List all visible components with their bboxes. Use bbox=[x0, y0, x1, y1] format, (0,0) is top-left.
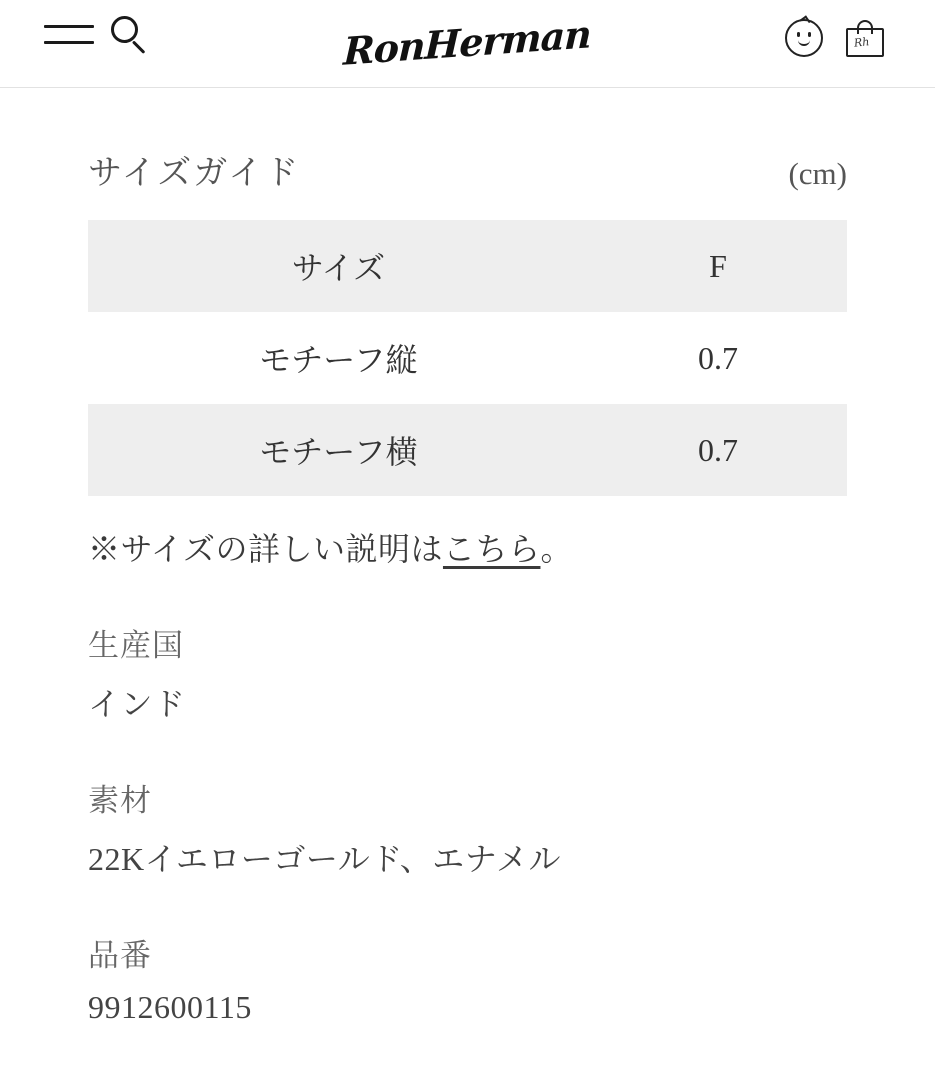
info-block-material bbox=[88, 775, 847, 880]
search-icon[interactable] bbox=[108, 14, 148, 54]
table-row bbox=[88, 312, 847, 404]
info-value: インド bbox=[88, 686, 186, 722]
account-icon-mouth bbox=[798, 40, 810, 46]
table-header-cell: F bbox=[709, 247, 727, 284]
size-detail-link[interactable]: こちら bbox=[442, 531, 541, 567]
site-logo-text: RonHerman bbox=[342, 10, 593, 74]
table-cell-value: 0.7 bbox=[697, 339, 738, 376]
header-left-controls bbox=[44, 14, 148, 54]
product-info-content bbox=[0, 145, 935, 1026]
size-guide-unit: (cm) bbox=[788, 156, 847, 191]
size-guide-note bbox=[88, 524, 847, 570]
site-header bbox=[0, 0, 935, 88]
info-value: 22Kイエローゴールド、エナメル bbox=[88, 841, 562, 877]
account-icon-eye bbox=[797, 32, 800, 37]
account-icon-tuft bbox=[799, 15, 810, 26]
search-icon-handle bbox=[132, 40, 145, 53]
info-label: 品番 bbox=[88, 938, 152, 973]
info-label: 生産国 bbox=[88, 628, 184, 663]
hamburger-bar bbox=[44, 25, 94, 28]
info-value: 9912600115 bbox=[88, 989, 252, 1025]
bag-icon-mark: Rh bbox=[853, 35, 871, 50]
table-header-row bbox=[88, 220, 847, 312]
hamburger-menu-icon[interactable] bbox=[44, 16, 94, 52]
shopping-bag-icon[interactable] bbox=[845, 18, 885, 58]
info-block-country bbox=[88, 620, 847, 725]
size-guide-table bbox=[88, 220, 847, 496]
size-guide-title: サイズガイド bbox=[88, 155, 301, 192]
size-note-prefix: ※サイズの詳しい説明は bbox=[88, 531, 443, 567]
site-logo[interactable] bbox=[342, 10, 593, 74]
table-cell-value: 0.7 bbox=[697, 431, 738, 468]
account-icon-eye bbox=[808, 32, 811, 37]
header-right-controls bbox=[785, 18, 885, 58]
size-note-suffix: 。 bbox=[540, 531, 573, 567]
table-header-cell: サイズ bbox=[291, 250, 386, 286]
size-guide-header bbox=[88, 145, 847, 194]
account-icon[interactable] bbox=[785, 19, 823, 57]
table-cell-label: モチーフ縦 bbox=[259, 342, 418, 378]
table-cell-label: モチーフ横 bbox=[259, 434, 418, 470]
table-row bbox=[88, 404, 847, 496]
info-block-item-number bbox=[88, 930, 847, 1026]
info-label: 素材 bbox=[88, 783, 152, 818]
hamburger-bar bbox=[44, 41, 94, 44]
search-icon-ring bbox=[111, 16, 138, 43]
